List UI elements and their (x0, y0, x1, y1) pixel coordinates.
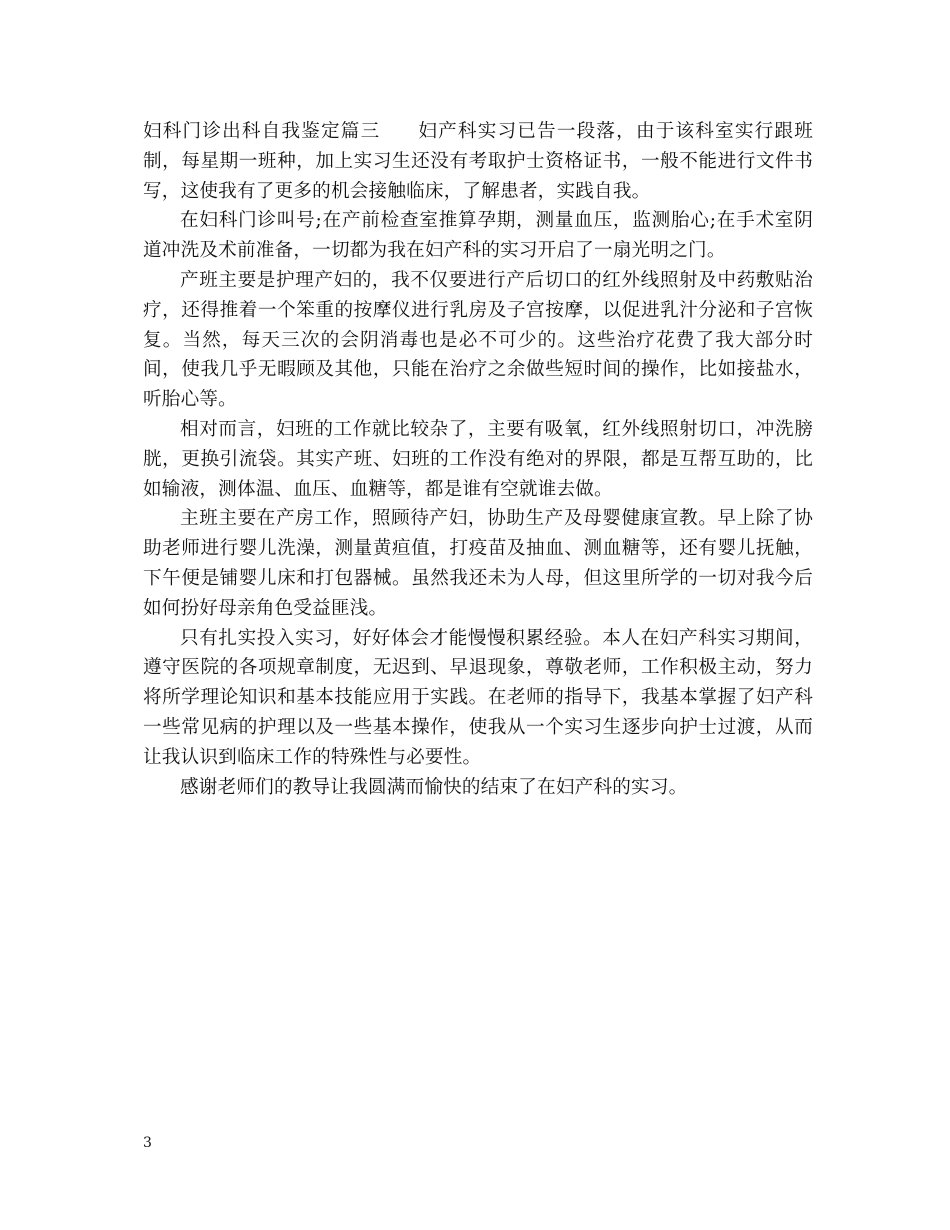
paragraph: 感谢老师们的教导让我圆满而愉快的结束了在妇产科的实习。 (180, 776, 688, 798)
document-heading: 妇科门诊出科自我鉴定篇三 (143, 121, 381, 142)
paragraph-text: 妇产科实习已告一段落，由于该科室实行跟班制，每星期一班种，加上实习生还没有考取护士资格证书，一般不能进行文件书写，这使我有了更多的机会接触临床，了解患者，实践自我。 (143, 121, 813, 202)
paragraph: 主班主要在产房工作，照顾待产妇，协助生产及母婴健康宣教。早上除了协助老师进行婴儿洗澡，测量黄疸值，打疫苗及抽血、测血糖等，还有婴儿抚触，下午便是铺婴儿床和打包器械。虽然我还未为人母，但这里所学的一切对我今后如何扮好母亲角色受益匪浅。 (143, 508, 813, 619)
paragraph-intro (143, 117, 813, 206)
paragraph: 相对而言，妇班的工作就比较杂了，主要有吸氧，红外线照射切口，冲洗膀胱，更换引流袋。其实产班、妇班的工作没有绝对的界限，都是互帮互助的，比如输液，测体温、血压、血糖等，都是谁有空就谁去做。 (143, 418, 813, 500)
paragraph: 在妇科门诊叫号;在产前检查室推算孕期，测量血压，监测胎心;在手术室阴道冲洗及术前准备，一切都为我在妇产科的实习开启了一扇光明之门。 (143, 210, 813, 262)
paragraph: 只有扎实投入实习，好好体会才能慢慢积累经验。本人在妇产科实习期间，遵守医院的各项规章制度，无迟到、早退现象，尊敬老师，工作积极主动，努力将所学理论知识和基本技能应用于实践。在老师的指导下，我基本掌握了妇产科一些常见病的护理以及一些基本操作，使我从一个实习生逐步向护士过渡，从而让我认识到临床工作的特殊性与必要性。 (143, 627, 813, 768)
page-number: 3 (143, 1135, 152, 1151)
document-body (143, 117, 813, 802)
paragraph: 产班主要是护理产妇的，我不仅要进行产后切口的红外线照射及中药敷贴治疗，还得推着一个笨重的按摩仪进行乳房及子宫按摩，以促进乳汁分泌和子宫恢复。当然，每天三次的会阴消毒也是必不可少的。这些治疗花费了我大部分时间，使我几乎无暇顾及其他，只能在治疗之余做些短时间的操作，比如接盐水，听胎心等。 (143, 269, 813, 411)
